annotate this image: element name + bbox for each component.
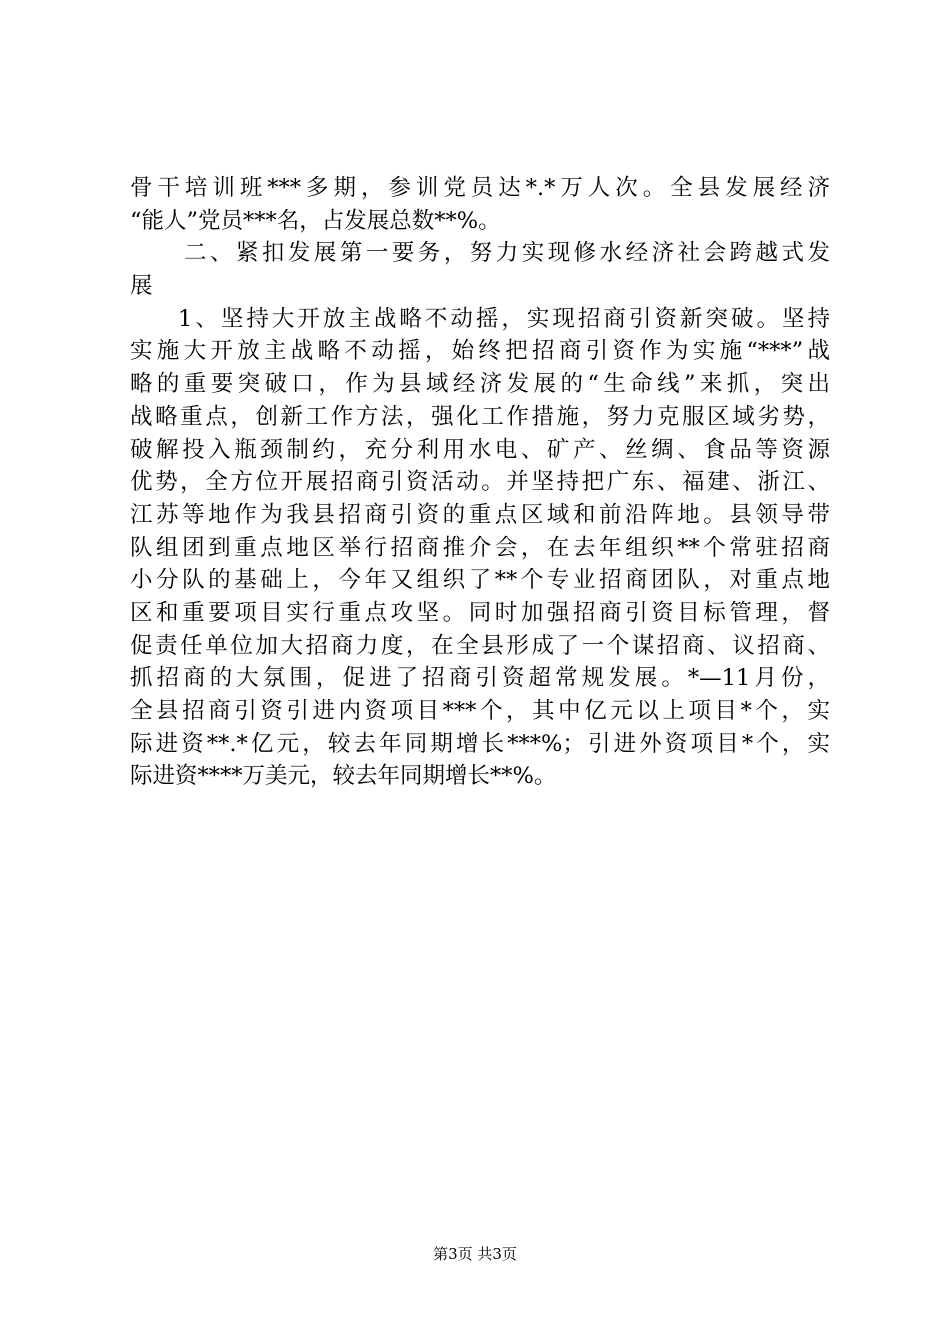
body-line: 促责任单位加大招商力度，在全县形成了一个谋招商、议招商、 — [130, 632, 830, 659]
body-line: 队组团到重点地区举行招商推介会，在去年组织**个常驻招商 — [130, 534, 830, 561]
page-footer — [0, 1244, 950, 1264]
body-line: 全县招商引资引进内资项目***个，其中亿元以上项目*个，实 — [130, 698, 830, 724]
body-line: 1、坚持大开放主战略不动摇，实现招商引资新突破。坚持 — [178, 305, 830, 332]
body-line: 抓招商的大氛围，促进了招商引资超常规发展。*—11月份， — [130, 665, 830, 692]
page-number: 第3页 共3页 — [433, 1245, 517, 1263]
body-line: 区和重要项目实行重点攻坚。同时加强招商引资目标管理，督 — [130, 599, 830, 626]
section-heading-line: 二、紧扣发展第一要务，努力实现修水经济社会跨越式发 — [184, 240, 830, 267]
body-line: 际进资**.*亿元，较去年同期增长***%；引进外资项目*个，实 — [130, 730, 830, 757]
body-line: 略的重要突破口，作为县域经济发展的“生命线”来抓，突出 — [130, 371, 830, 398]
body-line: 破解投入瓶颈制约，充分利用水电、矿产、丝绸、食品等资源 — [130, 436, 830, 463]
body-line: 骨干培训班***多期，参训党员达*.*万人次。全县发展经济 — [130, 175, 830, 201]
body-line: 优势，全方位开展招商引资活动。并坚持把广东、福建、浙江、 — [130, 469, 830, 496]
body-line: “能人”党员***名，占发展总数**%。 — [130, 207, 501, 234]
section-heading-line: 展 — [130, 273, 153, 300]
document-body — [130, 172, 830, 793]
body-line: 江苏等地作为我县招商引资的重点区域和前沿阵地。县领导带 — [130, 501, 830, 528]
body-line: 际进资****万美元，较去年同期增长**%。 — [130, 763, 557, 790]
body-line: 实施大开放主战略不动摇，始终把招商引资作为实施“***”战 — [130, 338, 830, 365]
body-line: 战略重点，创新工作方法，强化工作措施，努力克服区域劣势， — [130, 403, 830, 430]
body-line: 小分队的基础上，今年又组织了**个专业招商团队，对重点地 — [130, 567, 830, 594]
